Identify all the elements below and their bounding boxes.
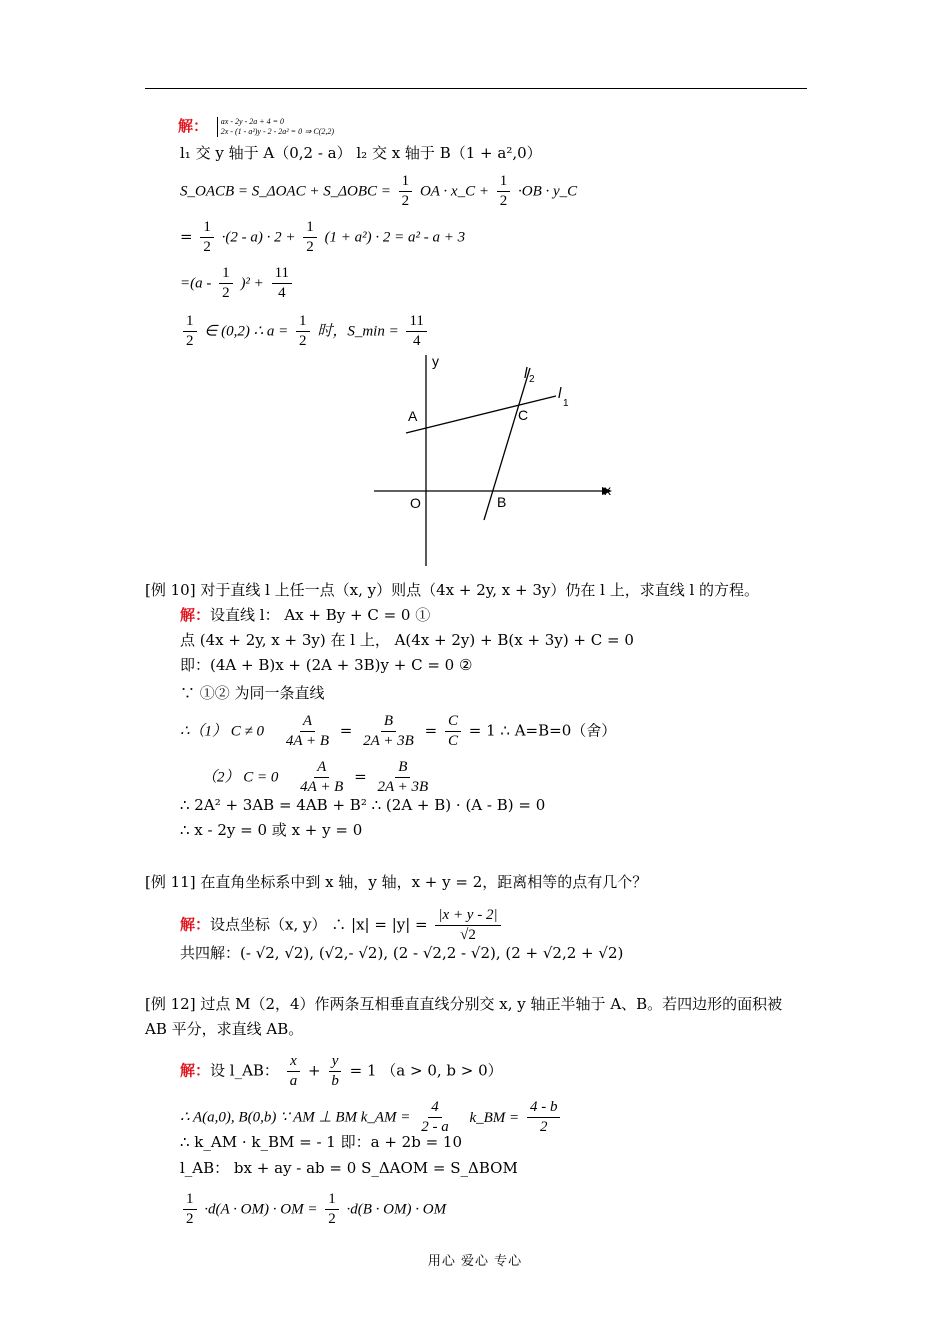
fraction-half: $\frac{1}{2}$ [183, 312, 197, 351]
fraction-y-over-b: $\frac{y}{b}$ [328, 1052, 342, 1091]
example-11-line-2: 共四解：(- √2, √2), (√2,- √2), (2 - √2,2 - √2), (2 + √2,2 + √2) [180, 944, 624, 962]
example-12-title-2: AB 平分，求直线 AB。 [145, 1020, 304, 1038]
solution-1-line-1: l₁ 交 y 轴于 A（0,2 - a） l₂ 交 x 轴于 B（1 + a²,0） [180, 144, 542, 162]
example-12-line-1: 解：设 l_AB： $\frac{x}{a}$ + $\frac{y}{b}$ = 1 （a > 0, b > 0） [180, 1053, 503, 1089]
min-area-label: 时，S_min = [317, 323, 399, 340]
page-footer: 用心 爱心 专心 [427, 1254, 523, 1269]
intercept-condition: = 1 （a > 0, b > 0） [349, 1061, 503, 1080]
example-10-line-8: ∴ x - 2y = 0 或 x + y = 0 [180, 821, 363, 839]
expr-square-post: )² + [240, 275, 264, 292]
area-sum-lhs: S_OACB = S_ΔOAC + S_ΔOBC = [180, 183, 391, 200]
solution-1-line-3 [180, 218, 465, 257]
l2-label: l [524, 365, 528, 382]
area-sum-term-1: OA · x_C + [419, 183, 489, 200]
point-b-label: B [497, 494, 507, 510]
solution-label: 解： [178, 117, 209, 135]
example-10-line-3: 即：(4A + B)x + (2A + 3B)y + C = 0 ② [180, 656, 473, 674]
system-eq-1: ax - 2y - 2a + 4 = 0 [220, 117, 285, 126]
example-10-line-4: ∵ ①② 为同一条直线 [180, 684, 325, 702]
header-rule [145, 88, 807, 89]
system-eq-2: 2x - (1 - a²)y - 2 - 2a² = 0 [220, 127, 303, 136]
fraction-b-over-2a3b: $\frac{B}{2A + 3B}$ [377, 759, 429, 795]
example-11-title: [例 11] 在直角坐标系中到 x 轴，y 轴，x + y = 2，距离相等的点有几个？ [145, 873, 648, 891]
fraction-half: $\frac{1}{2}$ [183, 1190, 197, 1229]
fraction-half: $\frac{1}{2}$ [497, 172, 511, 211]
expr-square-pre: =(a - [180, 275, 212, 292]
fraction-a-over-4ab: $\frac{A}{4A + B}$ [300, 759, 344, 795]
equals-sign: = [180, 227, 193, 246]
expr-part-b: (1 + a²) · 2 = a² - a + 3 [324, 229, 466, 246]
fraction-b-over-2a3b: $\frac{B}{2A + 3B}$ [363, 713, 414, 749]
expr-part-a: ·(2 - a) · 2 + [221, 229, 296, 246]
area-sum-term-2: ·OB · y_C [518, 183, 578, 200]
slope-am-label: ∴ A(a,0), B(0,b) ∵ AM ⊥ BM k_AM = [180, 1109, 411, 1126]
fraction-eleven-quarters: $\frac{11}{4}$ [272, 264, 292, 303]
equation-system [217, 117, 334, 137]
example-12-title-1: [例 12] 过点 M（2，4）作两条互相垂直直线分别交 x, y 轴正半轴于 A、B。若四边形的面积被 [145, 995, 783, 1013]
fraction-a-over-4ab: $\frac{A}{4A + B}$ [285, 713, 329, 749]
origin-label: O [410, 495, 421, 511]
system-result: ⇒ C(2,2) [304, 127, 334, 136]
line-assumption: 设直线 l： Ax + By + C = 0 ① [210, 606, 431, 624]
solution-label: 解： [180, 1061, 211, 1080]
slope-bm-label: k_BM = [469, 1109, 520, 1126]
fraction-slope-bm: $\frac{4 - b}{2}$ [527, 1098, 561, 1137]
point-c-label: C [518, 407, 529, 423]
fraction-half: $\frac{1}{2}$ [296, 312, 310, 351]
example-10-line-7: ∴ 2A² + 3AB = 4AB + B² ∴ (2A + B) · (A - B) = 0 [180, 796, 546, 814]
abs-equality: 设点坐标（x, y） ∴ |x| = |y| = [210, 915, 428, 934]
fraction-c-over-c: $\frac{C}{C}$ [445, 712, 461, 751]
point-a-label: A [408, 408, 418, 424]
fraction-half: $\frac{1}{2}$ [325, 1190, 339, 1229]
coordinate-graph [360, 350, 620, 570]
example-12-line-5 [180, 1190, 446, 1229]
fraction-half: $\frac{1}{2}$ [219, 264, 233, 303]
example-10-line-1 [180, 605, 430, 625]
area-bom-expr: ·d(B · OM) · OM [346, 1201, 447, 1218]
line-l1 [406, 396, 556, 433]
case-2-label: （2） C = 0 [202, 769, 279, 786]
area-aom-expr: ·d(A · OM) · OM = [204, 1201, 318, 1218]
l2-subscript: 2 [529, 374, 535, 385]
solution-label: 解： [180, 915, 211, 934]
fraction-eleven-quarters: $\frac{11}{4}$ [406, 312, 426, 351]
solution-label: 解： [180, 606, 211, 624]
line-ab-intercept-label: 设 l_AB： [210, 1061, 279, 1080]
case-1-label: ∴（1） C ≠ 0 [180, 723, 265, 740]
l1-subscript: 1 [563, 398, 569, 409]
example-12-line-4: l_AB： bx + ay - ab = 0 S_ΔAOM = S_ΔBOM [180, 1159, 518, 1177]
range-and-a: ∈ (0,2) ∴ a = [204, 323, 289, 340]
case-1-result: = 1 ∴ A=B=0（舍） [468, 721, 617, 740]
solution-1-line-4 [180, 264, 295, 303]
solution-1-header [178, 116, 334, 137]
fraction-distance: $\frac{|x + y - 2|}{√2}$ [435, 906, 500, 945]
solution-1-line-2 [180, 172, 577, 211]
l1-label: l [558, 385, 562, 402]
fraction-half: $\frac{1}{2}$ [200, 218, 214, 257]
example-10-line-6: （2） C = 0 $\frac{A}{4A + B}$ = $\frac{B}{2A + 3B}$ [202, 758, 434, 797]
fraction-half: $\frac{1}{2}$ [303, 218, 317, 257]
fraction-x-over-a: $\frac{x}{a}$ [287, 1052, 301, 1091]
y-axis-label: y [432, 353, 439, 369]
line-l2 [484, 368, 530, 520]
fraction-half: $\frac{1}{2}$ [399, 172, 413, 211]
fraction-slope-am: $\frac{4}{2 - a}$ [421, 1099, 449, 1135]
example-12-line-3: ∴ k_AM · k_BM = - 1 即：a + 2b = 10 [180, 1133, 463, 1151]
solution-1-line-5 [180, 312, 430, 351]
example-11-line-1 [180, 906, 504, 945]
x-axis-label: x [604, 482, 611, 498]
example-10-line-5: ∴（1） C ≠ 0 $\frac{A}{4A + B}$ = $\frac{B}{2A + 3B}$ = $\frac{C}{C}$ = 1 ∴ A=B=0（舍） [180, 713, 617, 749]
example-10-line-2: 点 (4x + 2y, x + 3y) 在 l 上， A(4x + 2y) + B(x + 3y) + C = 0 [180, 631, 634, 649]
example-10-title: [例 10] 对于直线 l 上任一点（x, y）则点（4x + 2y, x + 3y）仍在 l 上，求直线 l 的方程。 [145, 581, 760, 599]
